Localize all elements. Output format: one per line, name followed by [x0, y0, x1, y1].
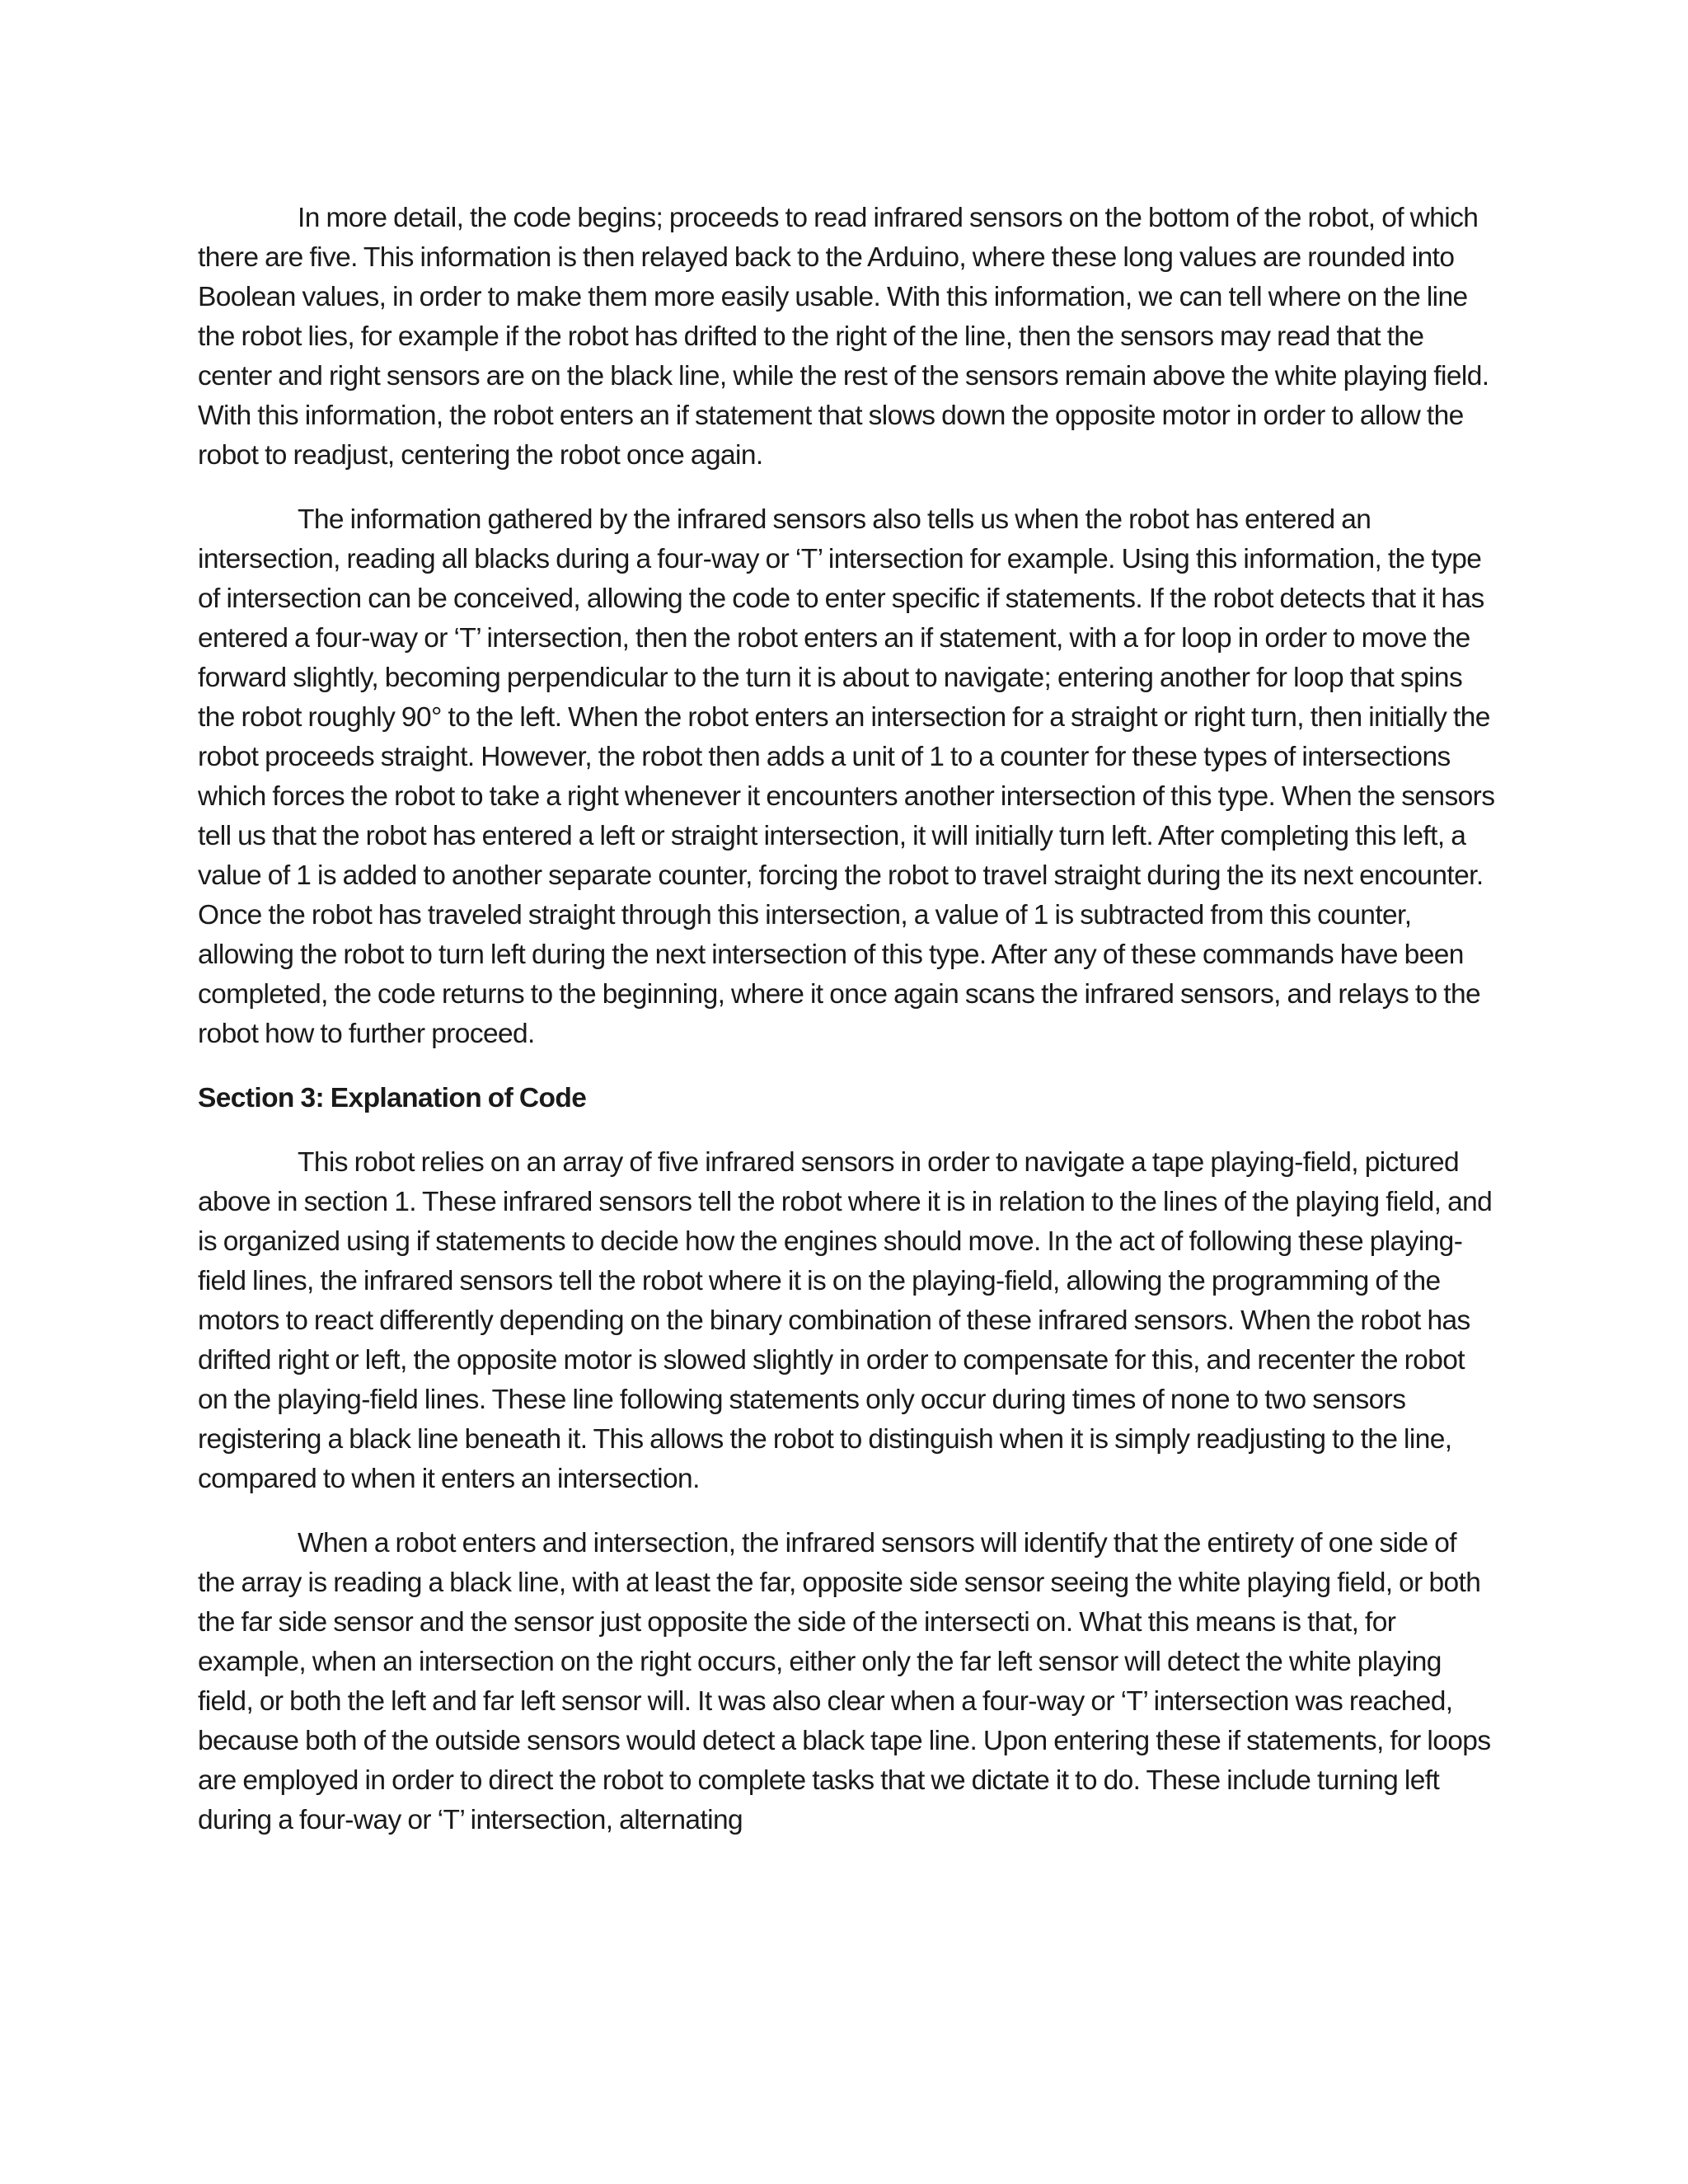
document-page — [198, 199, 1497, 1865]
section-heading: Section 3: Explanation of Code — [198, 1083, 587, 1113]
paragraph-intersection-detection: When a robot enters and intersection, the infrared sensors will identify that the entirety of one side of the array is reading a black line, with at least the far, opposite side sensor seeing the white playing field, or both the far side sensor and the sensor just opposite the side of the intersecti on. What this means is that, for example, when an intersection on the right occurs, either only the far left sensor will detect the white playing field, or both the left and far left sensor will. It was also clear when a four-way or ‘T’ intersection was reached, because both of the outside sensors would detect a black tape line. Upon entering these if statements, for loops are employed in order to direct the robot to complete tasks that we dictate it to do. These include turning left during a four-way or ‘T’ intersection, alternating — [198, 1528, 1491, 1835]
paragraph-intersection-handling: The information gathered by the infrared sensors also tells us when the robot has entered an intersection, reading all blacks during a four-way or ‘T’ intersection for example. Using this information, the type of intersection can be conceived, allowing the code to enter specific if statements. If the robot detects that it has entered a four-way or ‘T’ intersection, then the robot enters an if statement, with a for loop in order to move the forward slightly, becoming perpendicular to the turn it is about to navigate; entering another for loop that spins the robot roughly 90° to the left. When the robot enters an intersection for a straight or right turn, then initially the robot proceeds straight. However, the robot then adds a unit of 1 to a counter for these types of intersections which forces the robot to take a right whenever it encounters another intersection of this type. When the sensors tell us that the robot has entered a left or straight intersection, it will initially turn left. After completing this left, a value of 1 is added to another separate counter, forcing the robot to travel straight during the its next encounter. Once the robot has traveled straight through this intersection, a value of 1 is subtracted from this counter, allowing the robot to turn left during the next intersection of this type. After any of these commands have been completed, the code returns to the beginning, where it once again scans the infrared sensors, and relays to the robot how to further proceed. — [198, 504, 1495, 1049]
paragraph-code-detail: In more detail, the code begins; proceeds to read infrared sensors on the bottom of the robot, of which there are five. This information is then relayed back to the Arduino, where these long values are rounded into Boolean values, in order to make them more easily usable. With this information, we can tell where on the line the robot lies, for example if the robot has drifted to the right of the line, then the sensors may read that the center and right sensors are on the black line, while the rest of the sensors remain above the white playing field. With this information, the robot enters an if statement that slows down the opposite motor in order to allow the robot to readjust, centering the robot once again. — [198, 203, 1489, 471]
paragraph-sensor-array: This robot relies on an array of five infrared sensors in order to navigate a tape playing-field, pictured above in section 1. These infrared sensors tell the robot where it is in relation to the lines of the playing field, and is organized using if statements to decide how the engines should move. In the act of following these playing-field lines, the infrared sensors tell the robot where it is on the playing-field, allowing the programming of the motors to react differently depending on the binary combination of these infrared sensors. When the robot has drifted right or left, the opposite motor is slowed slightly in order to compensate for this, and recenter the robot on the playing-field lines. These line following statements only occur during times of none to two sensors registering a black line beneath it. This allows the robot to distinguish when it is simply readjusting to the line, compared to when it enters an intersection. — [198, 1147, 1493, 1494]
